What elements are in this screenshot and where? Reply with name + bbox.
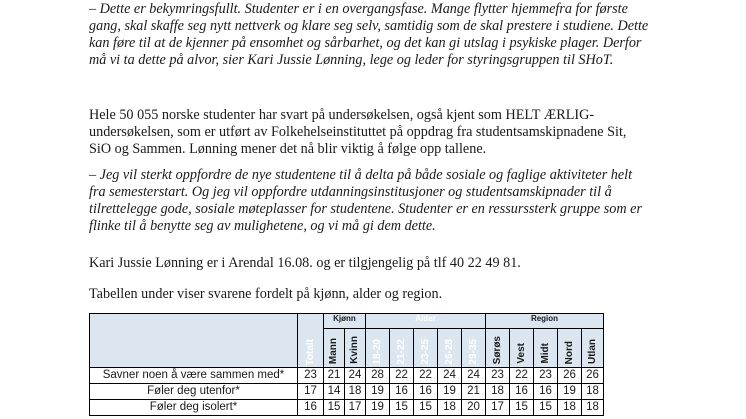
table-cell: 17 bbox=[298, 384, 324, 400]
column-header-age: 23-25 bbox=[414, 329, 438, 368]
group-header-region: Region bbox=[486, 314, 604, 329]
table-cell: 19 bbox=[366, 400, 390, 416]
row-label: Savner noen å være sammen med* bbox=[90, 368, 298, 384]
table-row bbox=[90, 368, 604, 384]
table-cell: 19 bbox=[366, 384, 390, 400]
table-cell: 15 bbox=[414, 400, 438, 416]
group-header-age: Alder bbox=[366, 314, 486, 329]
group-header-row bbox=[90, 314, 604, 329]
table-cell: 24 bbox=[462, 368, 486, 384]
table-cell: 16 bbox=[298, 400, 324, 416]
table-cell: 22 bbox=[390, 368, 414, 384]
column-header-age: 29-35 bbox=[462, 329, 486, 368]
table-cell: 22 bbox=[414, 368, 438, 384]
row-label: Føler deg isolert* bbox=[90, 400, 298, 416]
quote-paragraph-2: – Jeg vil sterkt oppfordre de nye studentene til å delta på både sosiale og faglige aktiviteter helt fra semesterstart. Og jeg vil oppfordre utdanningsinstitusjoner og studentsamskipnader til å tilrettelegge gode, sosiale møteplasser for studentene. Studenter er en ressurssterk gruppe som er flinke til å benytte seg av mulighetene, og vi må gi dem dette. bbox=[89, 167, 642, 234]
table-cell: 15 bbox=[390, 400, 414, 416]
corner-cell bbox=[90, 314, 298, 368]
column-header-age: 26-28 bbox=[438, 329, 462, 368]
column-header-gender: Mann bbox=[324, 329, 345, 368]
contact-paragraph: Kari Jussie Lønning er i Arendal 16.08. og er tilgjengelig på tlf 40 22 49 81. bbox=[89, 255, 521, 271]
column-header-region: Vest bbox=[510, 329, 534, 368]
table-cell: 18 bbox=[486, 384, 510, 400]
table-cell: 18 bbox=[438, 400, 462, 416]
column-header-gender: Kvinn bbox=[345, 329, 366, 368]
table-cell: 18 bbox=[582, 384, 604, 400]
table-cell: 17 bbox=[345, 400, 366, 416]
table-cell: 18 bbox=[558, 400, 582, 416]
table-cell: 19 bbox=[438, 384, 462, 400]
column-header-total: Totalt bbox=[298, 314, 324, 368]
table-cell: 21 bbox=[462, 384, 486, 400]
table-cell: 20 bbox=[462, 400, 486, 416]
table-cell: 16 bbox=[510, 384, 534, 400]
column-header-age: 21-22 bbox=[390, 329, 414, 368]
column-header-region: Nord bbox=[558, 329, 582, 368]
quote-paragraph-1: – Dette er bekymringsfullt. Studenter er i en overgangsfase. Mange flytter hjemmefra for første gang, skal skaffe seg nytt nettverk og klare seg selv, samtidig som de skal prestere i studiene. Dette kan føre til at de kjenner på ensomhet og sårbarhet, og det kan gi utslag i psykiske plager. Derfor må vi ta dette på alvor, sier Kari Jussie Lønning, lege og leder for styringsgruppen til SHoT. bbox=[89, 1, 649, 68]
table-cell: 28 bbox=[366, 368, 390, 384]
table-cell: 15 bbox=[534, 400, 558, 416]
table-cell: 26 bbox=[582, 368, 604, 384]
table-cell: 17 bbox=[486, 400, 510, 416]
table-cell: 22 bbox=[510, 368, 534, 384]
table-cell: 26 bbox=[558, 368, 582, 384]
table-intro-paragraph: Tabellen under viser svarene fordelt på kjønn, alder og region. bbox=[89, 286, 443, 302]
table-cell: 14 bbox=[324, 384, 345, 400]
body-paragraph: Hele 50 055 norske studenter har svart på undersøkelsen, også kjent som HELT ÆRLIG-undersøkelsen, som er utført av Folkehelseinstituttet på oppdrag fra studentsamskipnadene Sit, SiO og Sammen. Lønning mener det nå blir viktig å følge opp tallene. bbox=[89, 107, 627, 157]
table-cell: 19 bbox=[558, 384, 582, 400]
table-cell: 23 bbox=[298, 368, 324, 384]
table-cell: 15 bbox=[510, 400, 534, 416]
table-row bbox=[90, 384, 604, 400]
table-cell: 16 bbox=[390, 384, 414, 400]
table-cell: 16 bbox=[534, 384, 558, 400]
table-cell: 23 bbox=[534, 368, 558, 384]
table-cell: 23 bbox=[486, 368, 510, 384]
table-cell: 16 bbox=[414, 384, 438, 400]
table-cell: 18 bbox=[345, 384, 366, 400]
table-cell: 24 bbox=[345, 368, 366, 384]
table-cell: 24 bbox=[438, 368, 462, 384]
table-cell: 21 bbox=[324, 368, 345, 384]
table-row bbox=[90, 400, 604, 416]
column-header-region: Sørøs bbox=[486, 329, 510, 368]
statistics-table bbox=[89, 313, 604, 416]
column-header-age: 18-20 bbox=[366, 329, 390, 368]
table-cell: 15 bbox=[324, 400, 345, 416]
column-header-region: Midt bbox=[534, 329, 558, 368]
table-cell: 18 bbox=[582, 400, 604, 416]
column-header-region: Utlan bbox=[582, 329, 604, 368]
row-label: Føler deg utenfor* bbox=[90, 384, 298, 400]
group-header-gender: Kjønn bbox=[324, 314, 366, 329]
